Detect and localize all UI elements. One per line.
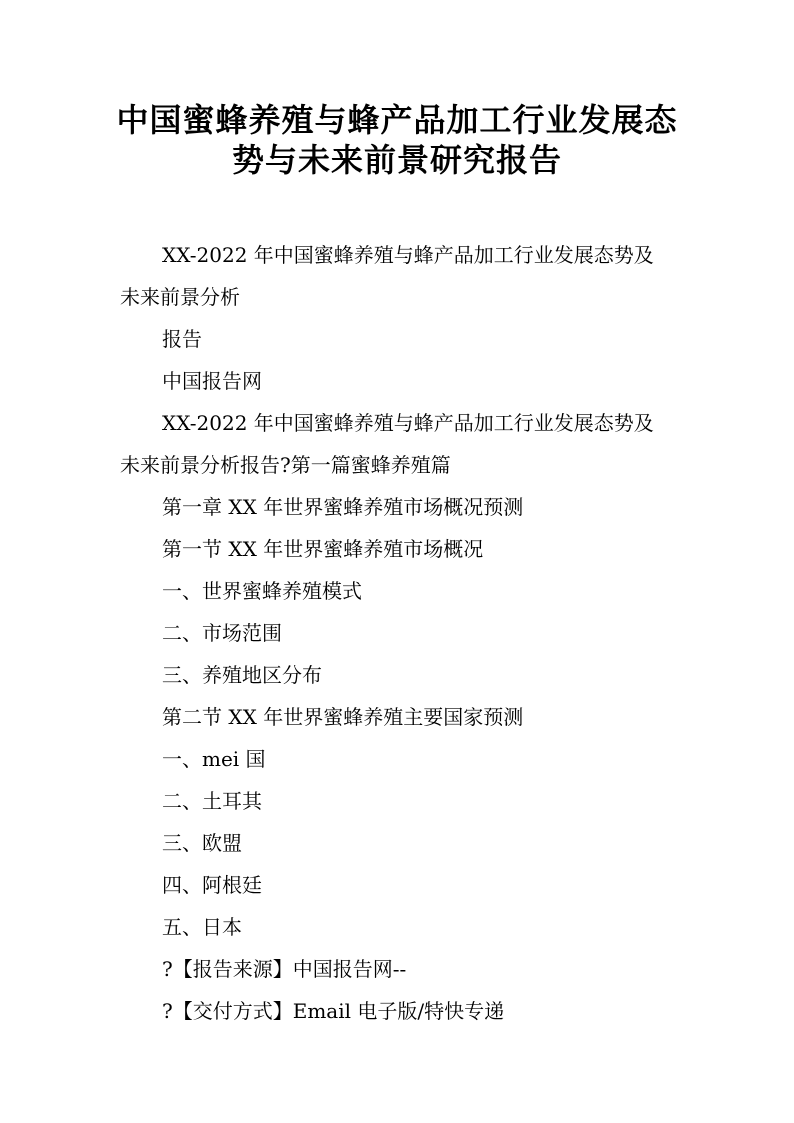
toc-item: 一、mei 国 [162,747,266,771]
document-title-line-1: 中国蜜蜂养殖与蜂产品加工行业发展态 [116,101,678,139]
second-paragraph-line-2: 未来前景分析报告?第一篇蜜蜂养殖篇 [120,453,451,477]
report-source-line: ?【报告来源】中国报告网-- [162,957,407,981]
intro-paragraph-line-1: XX-2022 年中国蜜蜂养殖与蜂产品加工行业发展态势及 [162,243,654,267]
intro-paragraph-line-2: 未来前景分析 [120,285,240,309]
toc-item: 四、阿根廷 [162,873,262,897]
toc-item: 五、日本 [162,915,242,939]
toc-item: 二、市场范围 [162,621,282,645]
second-paragraph-line-1: XX-2022 年中国蜜蜂养殖与蜂产品加工行业发展态势及 [162,411,654,435]
toc-item: 三、欧盟 [162,831,242,855]
toc-section-2: 第二节 XX 年世界蜜蜂养殖主要国家预测 [162,705,524,729]
toc-item: 二、土耳其 [162,789,262,813]
source-site-label: 中国报告网 [162,369,262,393]
toc-item: 三、养殖地区分布 [162,663,322,687]
toc-chapter-1: 第一章 XX 年世界蜜蜂养殖市场概况预测 [162,495,524,519]
toc-section-1: 第一节 XX 年世界蜜蜂养殖市场概况 [162,537,484,561]
report-label: 报告 [162,327,202,351]
toc-item: 一、世界蜜蜂养殖模式 [162,579,362,603]
delivery-method-line: ?【交付方式】Email 电子版/特快专递 [162,999,505,1023]
document-title-line-2: 势与未来前景研究报告 [231,141,562,179]
